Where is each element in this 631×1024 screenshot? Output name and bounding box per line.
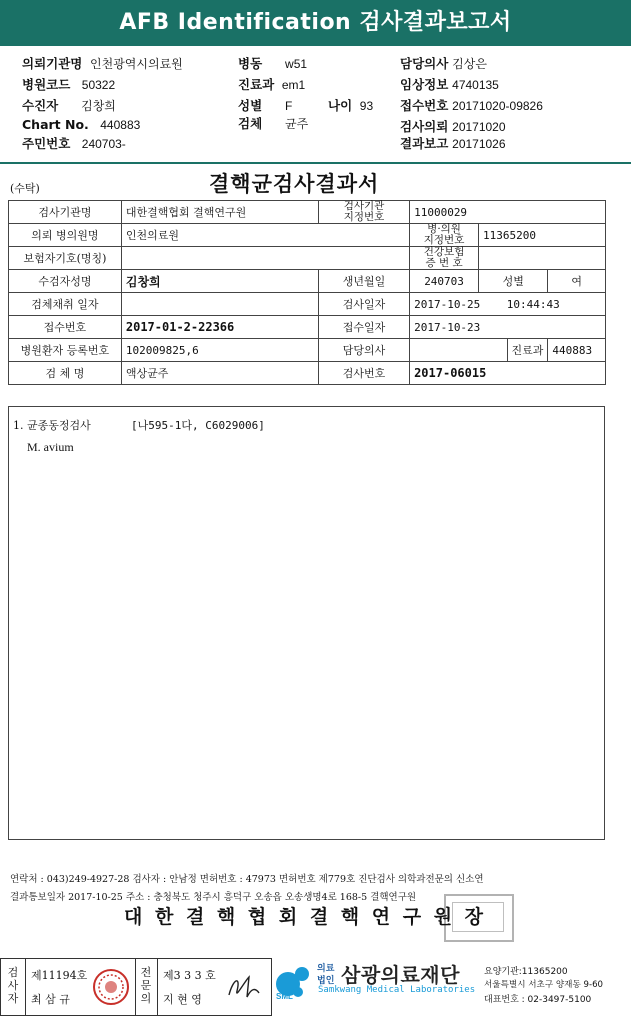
cell-value <box>410 339 507 362</box>
result-box <box>8 406 605 840</box>
cell-value <box>121 293 318 316</box>
table-row <box>9 224 606 247</box>
table-row <box>9 362 606 385</box>
cell-value: 김창희 <box>121 270 318 293</box>
cell-label: 검사기관 지정번호 <box>318 201 409 224</box>
cell-label: 검사기관명 <box>9 201 122 224</box>
cell-label: 보험자기호(명칭) <box>9 247 122 270</box>
cell-value: 240703 <box>410 270 479 293</box>
receipt-no-field: 접수번호 20171020-09826 <box>400 98 543 113</box>
cell-value: 102009825,6 <box>121 339 318 362</box>
hospital-name-field: 의뢰기관명 인천광역시의료원 <box>22 56 183 71</box>
cell-label: 성별 <box>479 270 548 293</box>
banner-title: AFB Identification 검사결과보고서 <box>119 10 512 35</box>
cell-value: 액상균주 <box>121 362 318 385</box>
signature-scribble-icon <box>223 971 263 1005</box>
test-result: M. avium <box>27 440 74 454</box>
cell-value: 11000029 <box>410 201 606 224</box>
cell-value: 2017-06015 <box>410 362 606 385</box>
corp-label: 의료법인 <box>317 964 335 986</box>
report-title: 결핵균검사결과서 <box>209 171 380 196</box>
cell-label: 담당의사 <box>318 339 409 362</box>
table-row <box>9 270 606 293</box>
cell-label: 검사일자 <box>318 293 409 316</box>
specialist-license-no: 제3 3 3 호 <box>163 969 216 982</box>
logo-abbr: SML <box>276 992 293 1001</box>
cell-value <box>121 247 409 270</box>
lab-branding <box>270 958 631 1018</box>
cell-value: 여 <box>548 270 606 293</box>
tester-vertical-label: 검사자 <box>7 966 19 1005</box>
test-name: 1. 균종동정검사 <box>13 419 91 432</box>
cell-label: 수검자성명 <box>9 270 122 293</box>
consignment-note: (수탁) <box>10 182 40 195</box>
cell-label: 진료과 <box>507 339 548 362</box>
footer-address: 결과통보일자 2017-10-25 주소 : 충청북도 청주시 흥덕구 오송읍 오송생명4로 168-5 결핵연구원 <box>10 892 417 903</box>
report-sheet <box>4 168 624 952</box>
hospital-code-field: 병원코드 50322 <box>22 77 116 92</box>
cell-value: 2017-10-23 <box>410 316 606 339</box>
report-banner <box>0 0 631 46</box>
clinical-info-field: 임상정보 4740135 <box>400 77 499 92</box>
cell-value: 2017-10-25 10:44:43 <box>410 293 606 316</box>
footer-contact: 연락처 : 043)249-4927-28 검사자 : 안남정 면허번호 : 47973 면허번호 제779호 진단검사 의학과전문의 신소연 <box>10 874 484 885</box>
header-info <box>0 48 631 164</box>
table-row <box>9 293 606 316</box>
cell-value: 11365200 <box>479 224 606 247</box>
lab-name: 삼광의료재단 <box>341 963 460 987</box>
cell-label: 접수일자 <box>318 316 409 339</box>
cell-value: 2017-01-2-22366 <box>121 316 318 339</box>
cell-value <box>479 247 606 270</box>
specialist-vertical-label: 전문의 <box>140 966 152 1005</box>
specimen-field: 검체 균주 <box>238 116 309 131</box>
cell-value: 인천의료원 <box>121 224 409 247</box>
sex-field: 성별 F <box>238 98 293 113</box>
doctor-field: 담당의사 김상은 <box>400 56 487 71</box>
issuer-name: 대 한 결 핵 협 회 결 핵 연 구 원 장 <box>124 906 487 928</box>
lab-name-en: Samkwang Medical Laboratories <box>318 985 476 995</box>
specialist-name: 지 현 영 <box>163 993 202 1006</box>
patient-name-field: 수진자 김창희 <box>22 98 116 113</box>
signature-block <box>0 958 272 1016</box>
care-institution-no: 요양기관:11365200 <box>484 967 568 977</box>
cell-label: 병원환자 등록번호 <box>9 339 122 362</box>
cell-label: 검사번호 <box>318 362 409 385</box>
lab-phone: 대표번호 : 02-3497-5100 <box>484 995 592 1005</box>
cell-label: 생년월일 <box>318 270 409 293</box>
table-row <box>9 339 606 362</box>
cell-label: 검체채취 일자 <box>9 293 122 316</box>
request-date-field: 검사의뢰 20171020 <box>400 119 506 134</box>
report-date-field: 결과보고 20171026 <box>400 136 506 151</box>
lab-address: 서울특별시 서초구 양재동 9-60 <box>484 980 604 990</box>
tester-name: 최 삼 규 <box>31 993 70 1006</box>
cell-label: 접수번호 <box>9 316 122 339</box>
cell-value: 440883 <box>548 339 606 362</box>
table-row <box>9 247 606 270</box>
report-form-table <box>8 200 606 385</box>
table-row <box>9 201 606 224</box>
age-field: 나이 93 <box>328 98 374 113</box>
test-code: [나595-1다, C6029006] <box>131 419 265 432</box>
cell-label: 의뢰 병의원명 <box>9 224 122 247</box>
cell-label: 병·의원 지정번호 <box>410 224 479 247</box>
cell-label: 검 체 명 <box>9 362 122 385</box>
cell-label: 건강보험 증 번 호 <box>410 247 479 270</box>
cell-value: 대한결핵협회 결핵연구원 <box>121 201 318 224</box>
table-row <box>9 316 606 339</box>
chart-no-field: Chart No. 440883 <box>22 117 141 132</box>
resident-no-field: 주민번호 240703- <box>22 136 126 151</box>
red-seal-icon <box>91 967 131 1007</box>
tester-license-no: 제11194호 <box>31 969 88 982</box>
department-field: 진료과 em1 <box>238 77 306 92</box>
ward-field: 병동 w51 <box>238 56 308 71</box>
